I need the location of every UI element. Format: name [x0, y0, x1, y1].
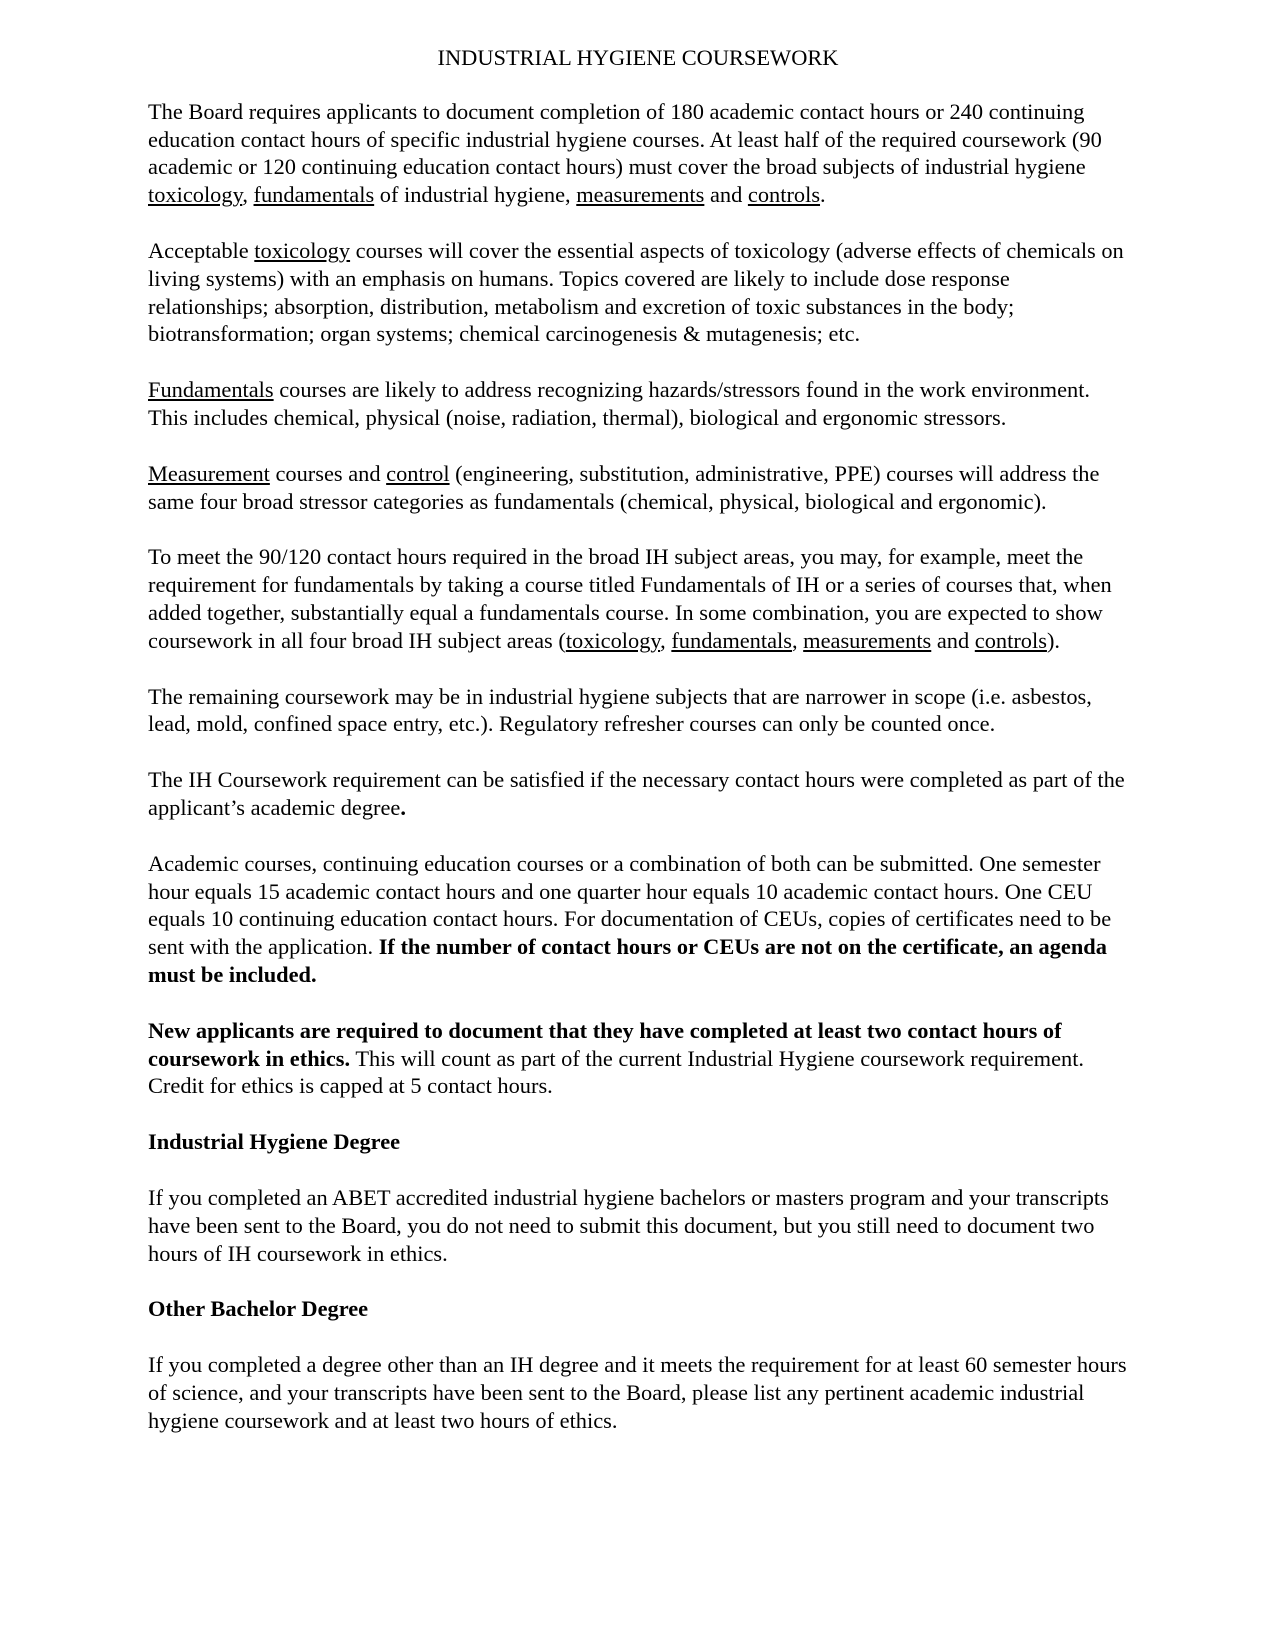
text: courses and [269, 460, 387, 486]
term-toxicology: toxicology [254, 237, 351, 263]
text: , [791, 627, 804, 653]
text: Acceptable [148, 237, 255, 263]
text: of industrial hygiene, [374, 182, 577, 208]
text: (engineering, substitution, administrative, PPE) courses will address the same four broad stressor categories as fundamentals (chemical, physical, biological and ergonomic). [148, 460, 1100, 514]
term-toxicology: toxicology [148, 182, 243, 208]
term-controls: controls [747, 182, 821, 208]
paragraph-other-degree: If you completed a degree other than an IH degree and it meets the requirement for at least 60 semester hours of science, and your transcripts have been sent to the Board, please list any pertinent academic industrial hygiene coursework and at least two hours of ethics. [148, 1352, 1127, 1433]
paragraph-broad-areas [148, 543, 1128, 654]
text: courses will cover the essential aspects of toxicology (adverse effects of chemicals on living systems) with an emphasis on humans. Topics covered are likely to include dose response relationships; absorption, distribution, metabolism and excretion of toxic substances in the body; biotransformation; organ systems; chemical carcinogenesis & mutagenesis; etc. [148, 237, 1124, 347]
term-fundamentals: fundamentals [671, 627, 792, 653]
section-heading-other-degree: Other Bachelor Degree [148, 1296, 369, 1322]
text: and [931, 627, 975, 653]
paragraph-ethics [148, 1017, 1128, 1100]
page-title: INDUSTRIAL HYGIENE COURSEWORK [437, 45, 839, 70]
paragraph-toxicology [148, 237, 1128, 348]
term-fundamentals: fundamentals [253, 182, 375, 208]
text: , [242, 182, 254, 208]
bold-note: New applicants are required to document that they have completed at least two contact hours of coursework in ethics. [148, 1017, 1062, 1071]
paragraph-ih-degree: If you completed an ABET accredited industrial hygiene bachelors or masters program and your transcripts have been sent to the Board, you do not need to submit this document, but you still need to document two hours of IH coursework in ethics. [148, 1184, 1109, 1266]
text: . [820, 182, 826, 208]
text: ). [1046, 627, 1060, 653]
document-page [148, 44, 1128, 1462]
term-measurements: measurements [803, 627, 932, 653]
term-controls: controls [974, 627, 1047, 653]
term-fundamentals: Fundamentals [148, 377, 274, 403]
term-measurements: measurements [576, 182, 705, 208]
paragraph-measurement-control [148, 460, 1128, 516]
section-heading-ih-degree: Industrial Hygiene Degree [148, 1129, 401, 1155]
term-toxicology: toxicology [565, 627, 661, 653]
text: To meet the 90/120 contact hours required in the broad IH subject areas, you may, for example, meet the requirement for fundamentals by taking a course titled Fundamentals of IH or a series of courses that, when added together, substantially equal a fundamentals course. In some combination, you are expected to show coursework in all four broad IH subject areas ( [148, 544, 1112, 653]
text: . [400, 794, 406, 820]
term-measurement: Measurement [148, 460, 270, 486]
text: and [704, 182, 748, 208]
bold-note: If the number of contact hours or CEUs are not on the certificate, an agenda must be included. [148, 934, 1107, 987]
text: courses are likely to address recognizing hazards/stressors found in the work environment. This includes chemical, physical (noise, radiation, thermal), biological and ergonomic stressors. [148, 377, 1091, 430]
paragraph-fundamentals [148, 376, 1128, 432]
text: The IH Coursework requirement can be satisfied if the necessary contact hours were completed as part of the applicant’s academic degree [148, 767, 1125, 820]
paragraph-contact-hours [148, 850, 1128, 989]
term-control: control [386, 460, 450, 486]
text: This will count as part of the current Industrial Hygiene coursework requirement. Credit for ethics is capped at 5 contact hours. [148, 1045, 1085, 1099]
text: , [660, 627, 672, 653]
paragraph-remaining-coursework: The remaining coursework may be in industrial hygiene subjects that are narrower in scope (i.e. asbestos, lead, mold, confined space entry, etc.). Regulatory refresher courses can only be counted once. [148, 683, 1092, 737]
paragraph-requirements [148, 98, 1128, 209]
text: The Board requires applicants to document completion of 180 academic contact hours or 240 continuing education contact hours of specific industrial hygiene courses. At least half of the required coursework (90 academic or 120 continuing education contact hours) must cover the broad subjects of industrial hygiene [148, 98, 1102, 180]
paragraph-academic-degree [148, 766, 1128, 822]
text: Academic courses, continuing education courses or a combination of both can be submitted. One semester hour equals 15 academic contact hours and one quarter hour equals 10 academic contact hours. One CEU equals 10 continuing education contact hours. For documentation of CEUs, copies of certificates need to be sent with the application. [148, 850, 1112, 960]
